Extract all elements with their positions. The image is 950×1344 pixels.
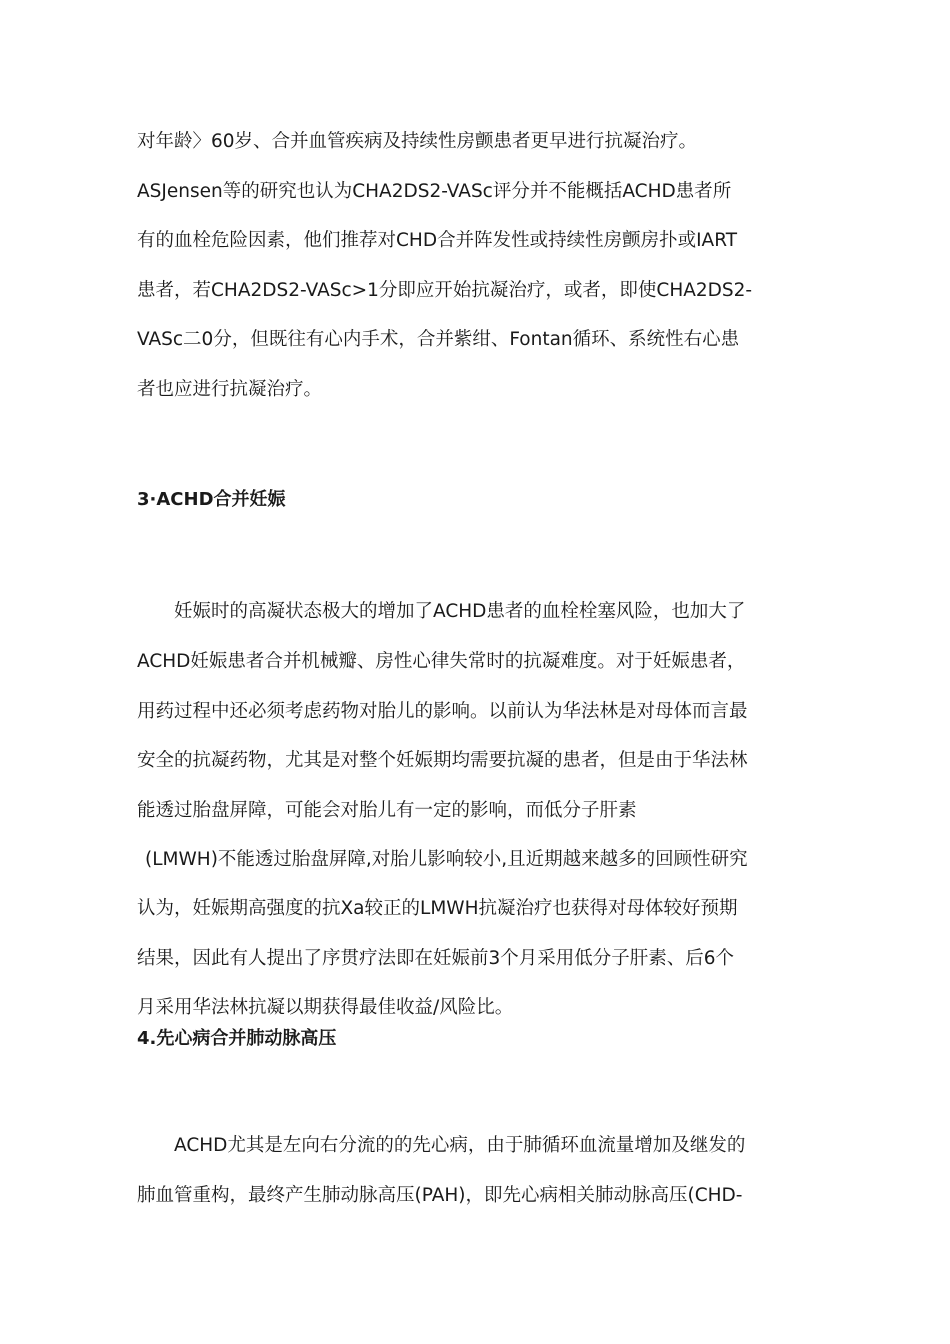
text-line: 对年龄〉60岁、合并血管疾病及持续性房颤患者更早进行抗凝治疗。 [137,131,698,152]
text-line: 月采用华法林抗凝以期获得最佳收益/风险比。 [137,997,514,1018]
text-line: 患者，若CHA2DS2-VASc>1分即应开始抗凝治疗，或者，即使CHA2DS2- [137,280,753,301]
text-line: ACHD妊娠患者合并机械瓣、房性心律失常时的抗凝难度。对于妊娠患者， [137,651,746,672]
text-line: VASc二0分，但既往有心内手术，合并紫绀、Fontan循环、系统性右心患 [137,329,740,350]
text-line: 结果，因此有人提出了序贯疗法即在妊娠前3个月采用低分子肝素、后6个 [137,948,735,969]
text-line: 肺血管重构，最终产生肺动脉高压(PAH)，即先心病相关肺动脉高压(CHD- [137,1185,743,1206]
text-line: 能透过胎盘屏障，可能会对胎儿有一定的影响，而低分子肝素 [137,800,637,821]
text-line: 有的血栓危险因素，他们推荐对CHD合并阵发性或持续性房颤房扑或IART [137,230,737,251]
text-line: 用药过程中还必须考虑药物对胎儿的影响。以前认为华法林是对母体而言最 [137,701,748,722]
text-line: 妊娠时的高凝状态极大的增加了ACHD患者的血栓栓塞风险，也加大了 [174,601,746,622]
section-4-heading: 4.先心病合并肺动脉高压 [137,1028,337,1049]
text-line: ASJensen等的研究也认为CHA2DS2-VASc评分并不能概括ACHD患者所 [137,181,732,202]
text-line: 认为，妊娠期高强度的抗Xa较正的LMWH抗凝治疗也获得对母体较好预期 [137,898,738,919]
section-3-heading: 3·ACHD合并妊娠 [137,489,286,510]
text-line: (LMWH)不能透过胎盘屏障,对胎儿影响较小,且近期越来越多的回顾性研究 [145,849,748,870]
text-line: ACHD尤其是左向右分流的的先心病，由于肺循环血流量增加及继发的 [174,1135,746,1156]
text-line: 者也应进行抗凝治疗。 [137,379,323,400]
text-line: 安全的抗凝药物，尤其是对整个妊娠期均需要抗凝的患者，但是由于华法林 [137,750,748,771]
